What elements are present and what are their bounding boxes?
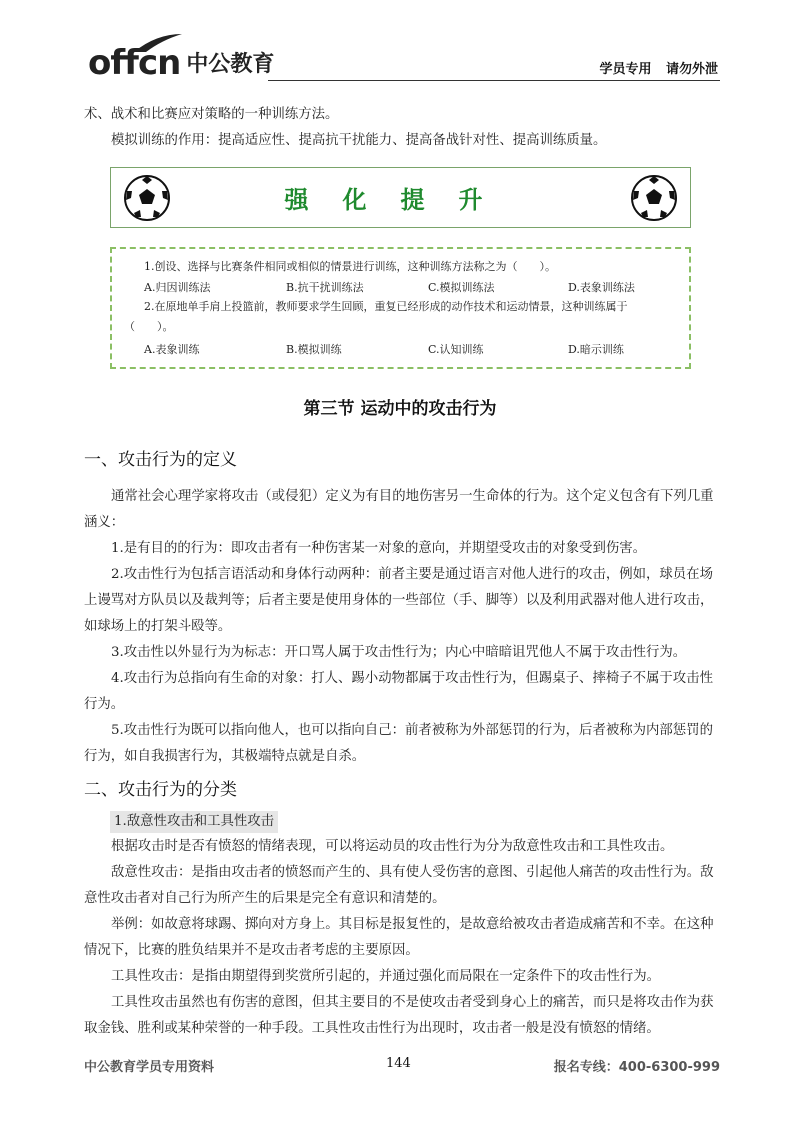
heading-classification: 二、攻击行为的分类 xyxy=(84,780,237,800)
question-2: 2.在原地单手肩上投篮前，教师要求学生回顾，重复已经形成的动作技术和运动情景，这种训练属于 xyxy=(144,300,628,313)
header-tag: 学员专用 请勿外泄 xyxy=(599,62,718,77)
classification-p3: 举例：如故意将球踢、掷向对方身上。其目标是报复性的，是故意给被攻击者造成痛苦和不幸。在这种情况下，比赛的胜负结果并不是攻击者考虑的主要原因。 xyxy=(84,917,714,958)
q2-option-a: A.表象训练 xyxy=(144,343,200,356)
intro-line-2: 模拟训练的作用：提高适应性、提高抗干扰能力、提高备战针对性、提高训练质量。 xyxy=(111,133,607,148)
definition-item-5: 5.攻击性行为既可以指向他人，也可以指向自己：前者被称为外部惩罚的行为，后者被称为内部惩罚的行为，如自我损害行为，其极端特点就是自杀。 xyxy=(84,723,713,764)
intro-line-1: 术、战术和比赛应对策略的一种训练方法。 xyxy=(84,107,339,122)
definition-item-1: 1.是有目的的行为：即攻击者有一种伤害某一对象的意向，并期望受攻击的对象受到伤害。 xyxy=(111,541,647,556)
logo-wordmark xyxy=(88,43,181,83)
definition-item-3: 3.攻击性以外显行为为标志：开口骂人属于攻击性行为；内心中暗暗诅咒他人不属于攻击性行为。 xyxy=(111,645,687,660)
q1-option-c: C.模拟训练法 xyxy=(428,281,495,294)
logo-cn: 中公教育 xyxy=(186,52,275,77)
page-number: 144 xyxy=(386,1056,411,1071)
soccer-ball-icon xyxy=(630,174,678,222)
subheading-hostile-instrumental: 1.敌意性攻击和工具性攻击 xyxy=(110,811,278,833)
classification-p4: 工具性攻击：是指由期望得到奖赏所引起的，并通过强化而局限在一定条件下的攻击性行为。 xyxy=(111,969,661,984)
definition-intro: 通常社会心理学家将攻击（或侵犯）定义为有目的地伤害另一生命体的行为。这个定义包含有下列几重涵义： xyxy=(84,489,714,530)
q1-option-a: A.归因训练法 xyxy=(144,281,211,294)
q2-option-d: D.暗示训练 xyxy=(568,343,624,356)
footer-left: 中公教育学员专用资料 xyxy=(84,1060,215,1075)
logo xyxy=(88,43,275,83)
question-1: 1.创设、选择与比赛条件相同或相似的情景进行训练，这种训练方法称之为（ ）。 xyxy=(144,260,556,273)
question-2-cont: （ ）。 xyxy=(124,320,174,333)
exercise-box xyxy=(110,247,691,369)
section-title: 第三节 运动中的攻击行为 xyxy=(303,399,497,419)
classification-p2: 敌意性攻击：是指由攻击者的愤怒而产生的、具有使人受伤害的意图、引起他人痛苦的攻击性行为。敌意性攻击者对自己行为所产生的后果是完全有意识和清楚的。 xyxy=(84,865,714,906)
header-rule xyxy=(268,80,720,81)
banner-title: 强化提升 xyxy=(284,185,517,214)
q1-option-d: D.表象训练法 xyxy=(568,281,635,294)
heading-definition: 一、攻击行为的定义 xyxy=(84,450,237,470)
classification-p1: 根据攻击时是否有愤怒的情绪表现，可以将运动员的攻击性行为分为敌意性攻击和工具性攻击。 xyxy=(111,839,674,854)
logo-wordmark-text: offcn xyxy=(88,43,181,83)
q1-option-b: B.抗干扰训练法 xyxy=(286,281,364,294)
q2-option-c: C.认知训练 xyxy=(428,343,484,356)
definition-item-4: 4.攻击行为总指向有生命的对象：打人、踢小动物都属于攻击性行为，但踢桌子、摔椅子不属于攻击性行为。 xyxy=(84,671,713,712)
footer-hotline: 报名专线：400-6300-999 xyxy=(553,1060,720,1075)
practice-banner xyxy=(110,167,691,228)
definition-item-2: 2.攻击性行为包括言语活动和身体行动两种：前者主要是通过语言对他人进行的攻击，例如，球员在场上谩骂对方队员以及裁判等；后者主要是使用身体的一些部位（手、脚等）以及利用武器对他人进行攻击，如球场上的打架斗殴等。 xyxy=(84,567,714,634)
logo-swoosh-icon xyxy=(132,32,184,54)
classification-p5: 工具性攻击虽然也有伤害的意图，但其主要目的不是使攻击者受到身心上的痛苦，而只是将攻击作为获取金钱、胜利或某种荣誉的一种手段。工具性攻击性行为出现时，攻击者一般是没有愤怒的情绪。 xyxy=(84,995,714,1036)
q2-option-b: B.模拟训练 xyxy=(286,343,342,356)
